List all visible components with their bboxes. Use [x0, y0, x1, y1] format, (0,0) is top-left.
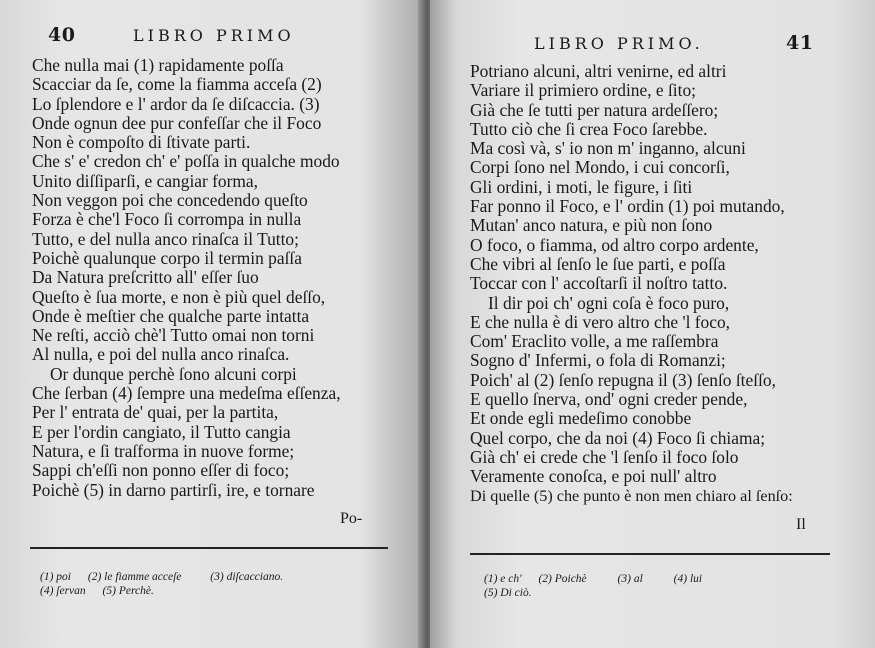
verse-line: Onde è meſtier che qualche parte intatta — [32, 305, 310, 326]
footnote: (2) le fiamme acceſe — [87, 571, 182, 583]
verse-line: Che vibri al ſenſo le ſue parti, e poſſa — [470, 253, 726, 274]
verse-line: Poichè qualunque corpo il termin paſſa — [32, 247, 302, 268]
verse-line: Gli ordini, i moti, le figure, i ſiti — [470, 176, 693, 197]
verse-line: Ma così và, s' io non m' inganno, alcuni — [470, 138, 746, 159]
verse-line: E per l'ordin cangiato, il Tutto cangia — [32, 421, 291, 442]
catchword: Il — [796, 516, 806, 533]
running-head: LIBRO PRIMO. — [534, 34, 704, 53]
verse-line: Tutto, e del nulla anco rinaſca il Tutto; — [32, 228, 299, 249]
verse-line: E che nulla è di vero altro che 'l foco, — [470, 311, 731, 332]
footnote: (3) al — [617, 573, 643, 585]
running-head: LIBRO PRIMO — [133, 26, 295, 45]
verse-line: Natura, e ſi traſforma in nuove forme; — [32, 440, 295, 461]
footnote: (1) poi — [40, 571, 71, 583]
verse-line: Far ponno il Foco, e l' ordin (1) poi mutando, — [470, 196, 785, 217]
verse-line: Scacciar da ſe, come la fiamma acceſa (2) — [32, 74, 322, 95]
verse-body — [470, 62, 793, 506]
verse-body — [32, 56, 341, 500]
verse-line: Che ſerban (4) ſempre una medeſma eſſenza, — [32, 383, 341, 404]
verse-line: Di quelle (5) che punto è non men chiaro al ſenſo: — [470, 486, 793, 505]
footnotes — [484, 572, 716, 600]
verse-line: Che nulla mai (1) rapidamente poſſa — [32, 55, 284, 75]
verse-line: O foco, o fiamma, od altro corpo ardente, — [470, 234, 759, 255]
verse-line: E quello ſnerva, ond' ogni creder pende, — [470, 389, 748, 410]
verse-line: Com' Eraclito volle, a me raſſembra — [470, 331, 719, 352]
footnote-rule — [470, 553, 830, 555]
verse-line: Corpi ſono nel Mondo, i cui concorſi, — [470, 157, 730, 178]
footnotes — [40, 570, 297, 598]
footnote: (4) lui — [673, 573, 703, 585]
verse-line: Tutto ciò che ſi crea Foco ſarebbe. — [470, 118, 708, 139]
verse-line: Per l' entrata de' quai, per la partita, — [32, 402, 279, 423]
verse-line: Poichè (5) in darno partirſi, ire, e tornare — [32, 479, 315, 500]
footnote: (5) Perchè. — [102, 585, 154, 597]
verse-line: Poich' al (2) ſenſo repugna il (3) ſenſo ſteſſo, — [470, 369, 776, 390]
footnote: (2) Poichè — [538, 573, 587, 585]
page-number: 40 — [48, 24, 76, 46]
verse-line: Veramente conoſca, e poi null' altro — [470, 466, 717, 487]
footnote: (4) ſervan — [40, 585, 86, 597]
page-number: 41 — [786, 32, 814, 54]
verse-line: Mutan' anco natura, e più non ſono — [470, 215, 713, 236]
catchword: Po- — [340, 510, 363, 527]
footnote-rule — [30, 547, 388, 549]
verse-line: Lo ſplendore e l' ardor da ſe diſcaccia. (3) — [32, 93, 320, 114]
footnote: (5) Di ciò. — [484, 587, 532, 599]
verse-line: Non è compoſto di ſtivate parti. — [32, 132, 251, 153]
verse-line: Ne reſti, acciò chè'l Tutto omai non torni — [32, 325, 315, 346]
footnote: (1) e ch' — [484, 573, 522, 585]
verse-line: Già ch' ei crede che 'l ſenſo il foco ſolo — [470, 446, 739, 467]
verse-line: Toccar con l' accoſtarſi il noſtro tatto. — [470, 273, 728, 294]
verse-line: Il dir poi ch' ogni coſa è foco puro, — [488, 292, 730, 313]
verse-line: Al nulla, e poi del nulla anco rinaſca. — [32, 344, 290, 365]
verse-line: Queſto è ſua morte, e non è più quel deſſo, — [32, 286, 326, 307]
verse-line: Onde ognun dee pur confeſſar che il Foco — [32, 112, 322, 133]
verse-line: Da Natura preſcritto all' eſſer ſuo — [32, 267, 259, 288]
verse-line: Quel corpo, che da noi (4) Foco ſi chiama; — [470, 427, 766, 448]
left-page — [0, 0, 424, 648]
verse-line: Potriano alcuni, altri venirne, ed altri — [470, 61, 727, 81]
verse-line: Sogno d' Infermi, o fola di Romanzi; — [470, 350, 726, 371]
verse-line: Or dunque perchè ſono alcuni corpi — [50, 363, 297, 384]
verse-line: Che s' e' credon ch' e' poſſa in qualche modo — [32, 151, 340, 172]
verse-line: Già che ſe tutti per natura ardeſſero; — [470, 99, 719, 120]
right-page — [430, 0, 875, 648]
verse-line: Forza è che'l Foco ſi corrompa in nulla — [32, 209, 302, 230]
verse-line: Non veggon poi che concedendo queſto — [32, 190, 308, 211]
verse-line: Variare il primiero ordine, e ſito; — [470, 80, 697, 101]
verse-line: Sappi ch'eſſi non ponno eſſer di foco; — [32, 460, 290, 481]
verse-line: Unito diſſiparſi, e cangiar forma, — [32, 170, 259, 191]
verse-line: Et onde egli medeſimo conobbe — [470, 408, 692, 429]
footnote: (3) diſcacciano. — [210, 571, 284, 583]
